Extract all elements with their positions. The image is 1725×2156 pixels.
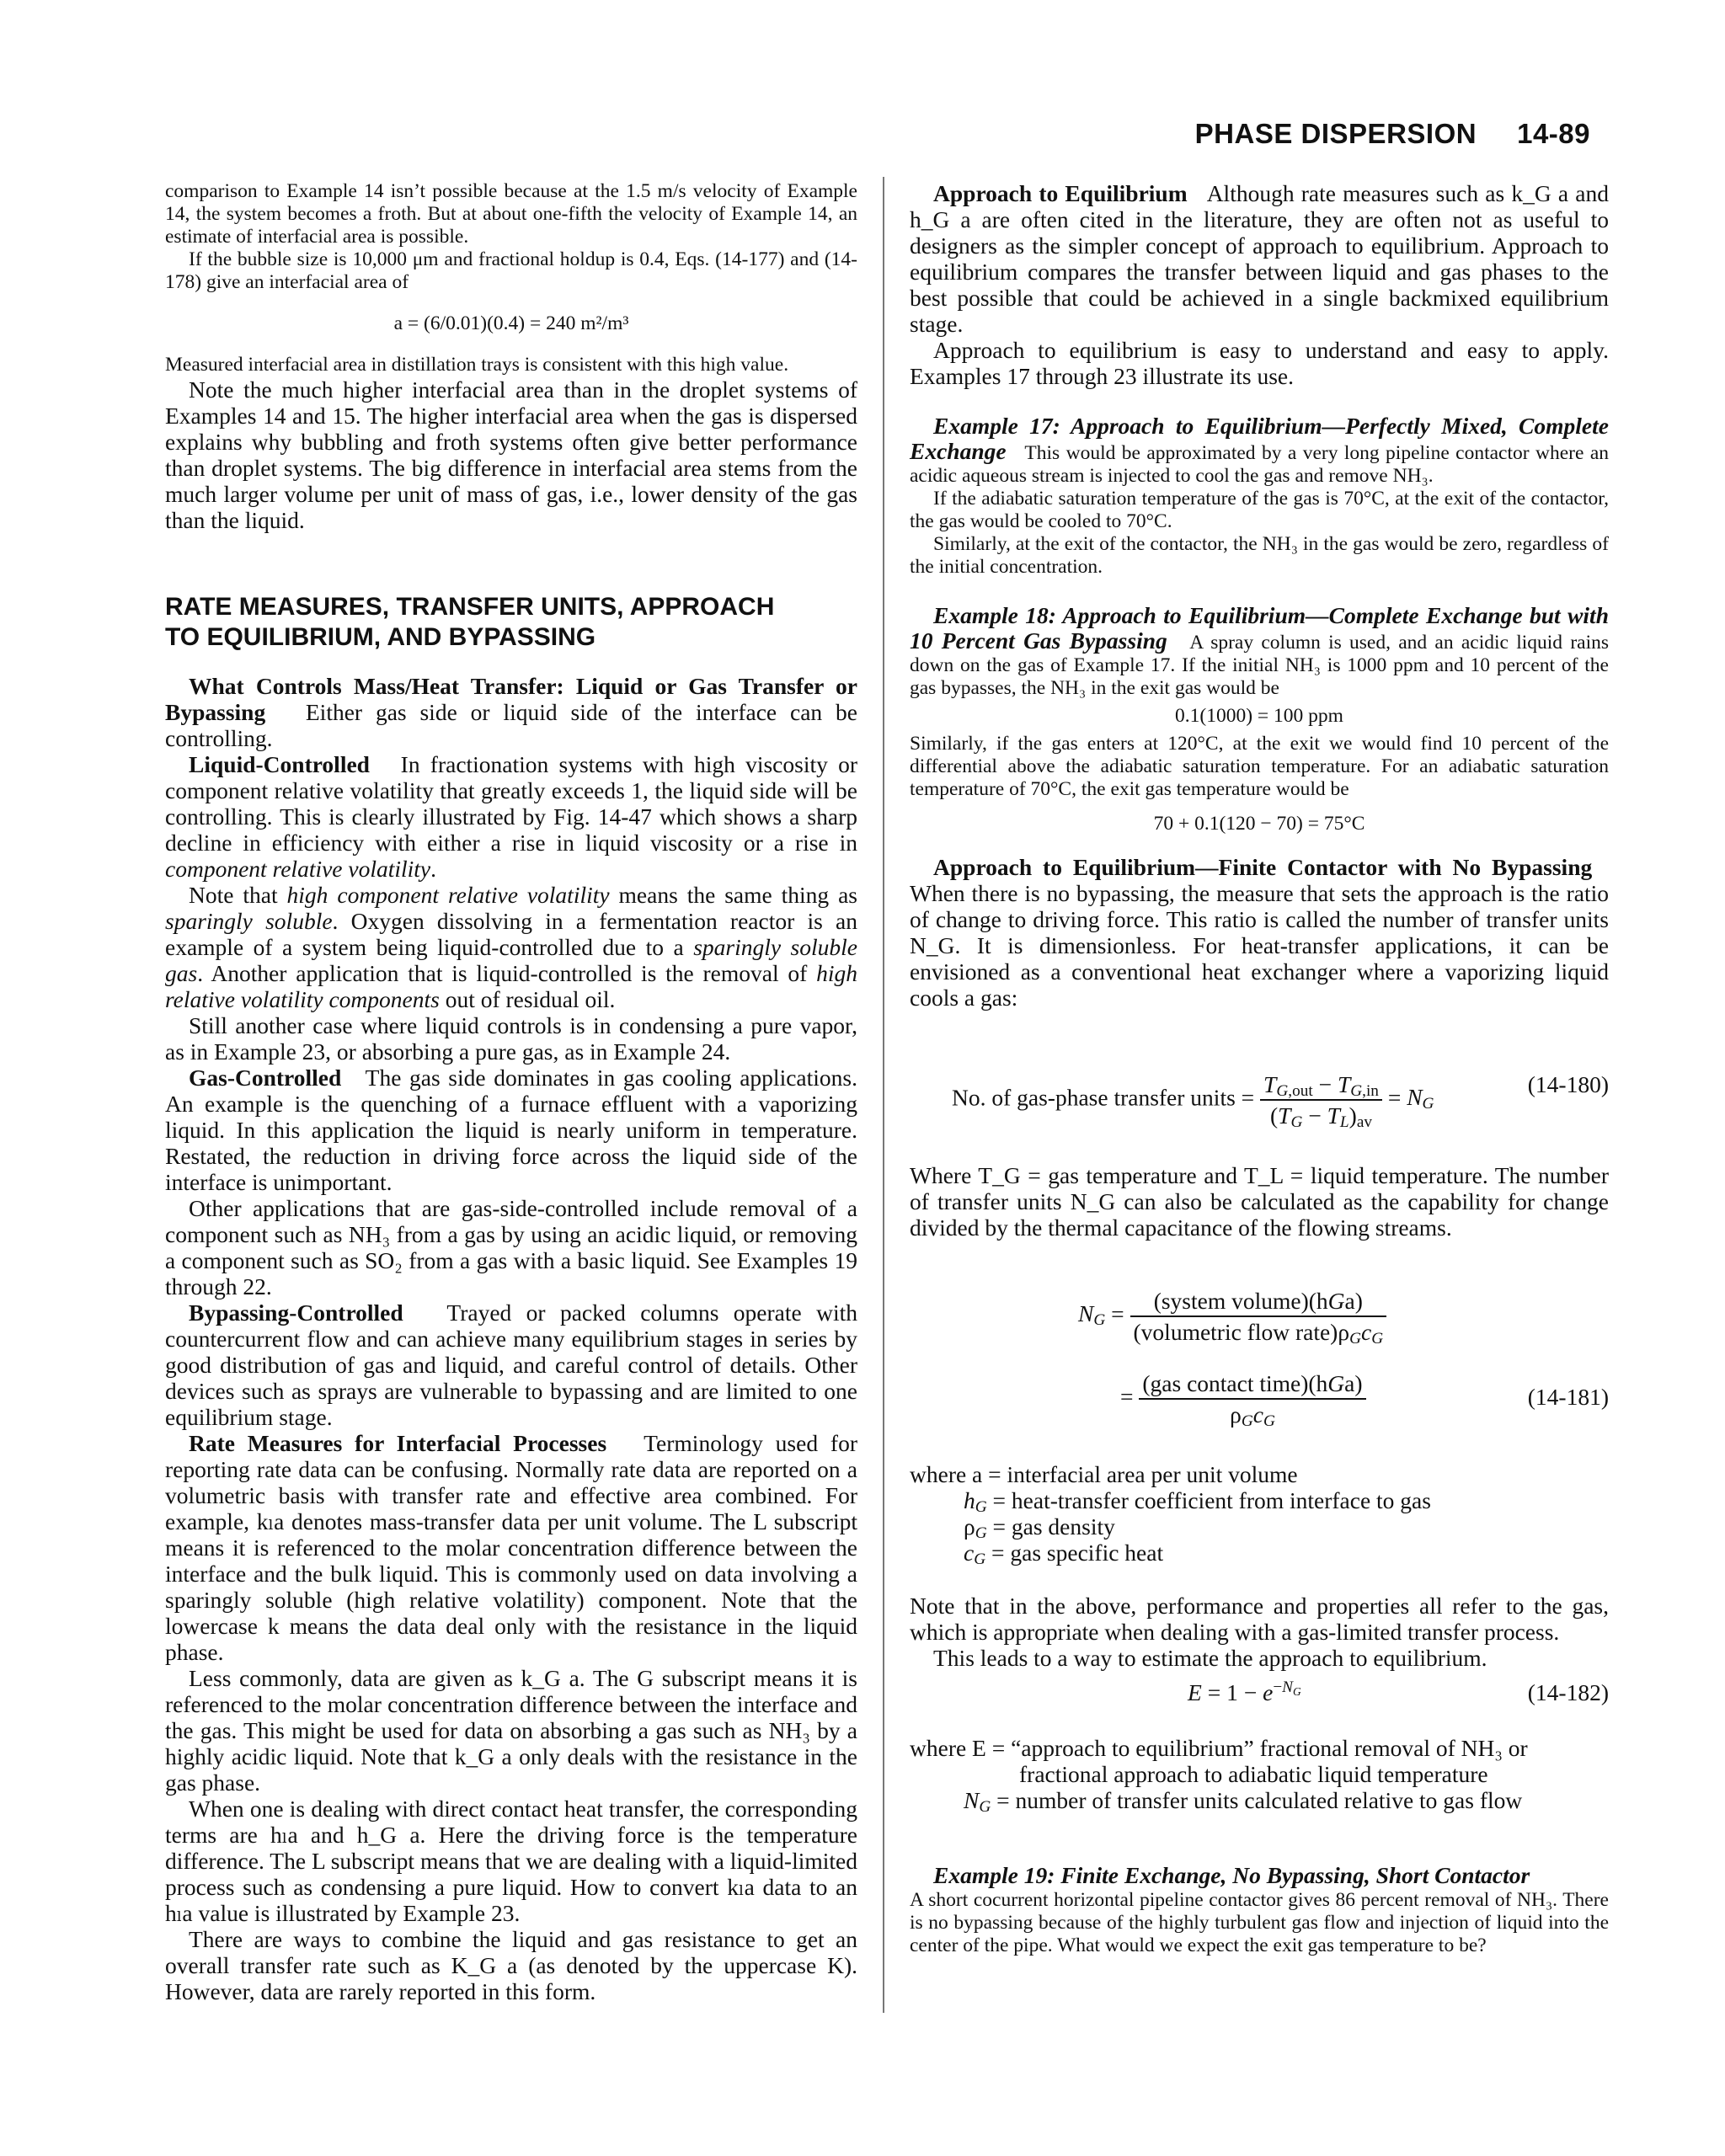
right-column — [910, 180, 1609, 1957]
paragraph: Bypassing-Controlled Trayed or packed columns operate with countercurrent flow and can achieve many equilibrium stages in series by good distribution of gas and liquid, and careful control of details. Other devices such as sprays are vulnerable to bypassing and are limited to one equilibrium stage. — [165, 1299, 857, 1430]
run-in-heading: Liquid-Controlled — [189, 751, 370, 777]
run-in-heading: Approach to Equilibrium — [933, 180, 1188, 206]
paragraph: Note that in the above, performance and properties all refer to the gas, which is appropriate when dealing with a gas-limited transfer process. — [910, 1593, 1609, 1645]
paragraph: Approach to Equilibrium Although rate measures such as k_G a and h_G a are often cited in the literature, they are often not as useful to designers as the simpler concept of approach to equilibrium. Approach to equilibrium compares the transfer between liquid and gas phases to the best possible that could be achieved in a single backmixed equilibrium stage. — [910, 180, 1609, 337]
example-18: Example 18: Approach to Equilibrium—Complete Exchange but with 10 Percent Gas Bypassing A spray column is used, and an acidic liquid rains down on the gas of Example 17. If the initial NH₃ is 1000 ppm and 10 percent of the gas bypasses, the NH₃ in the exit gas would be — [910, 602, 1609, 699]
run-in-heading: Bypassing-Controlled — [189, 1299, 403, 1326]
equation-14-180: No. of gas-phase transfer units = $\frac{T_{G,out} - T_{G,in}}{(T_G - T_L)_{av}}$ = $N_G$ (14-180) — [952, 1071, 1609, 1131]
paragraph: This leads to a way to estimate the approach to equilibrium. — [933, 1645, 1487, 1671]
run-in-heading: Rate Measures for Interfacial Processes — [189, 1430, 607, 1456]
section-title: PHASE DISPERSION — [1194, 118, 1477, 149]
paragraph: When one is dealing with direct contact heat transfer, the corresponding terms are hₗa and h_G a. Here the driving force is the temperature difference. The L subscript means that we are dealing with a liquid-limited process such as condensing a pure liquid. How to convert kₗa data to an hₗa value is illustrated by Example 23. — [165, 1796, 857, 1926]
paragraph: If the bubble size is 10,000 μm and fractional holdup is 0.4, Eqs. (14-177) and (14-178) give an interfacial area of — [165, 248, 857, 293]
run-in-heading: Approach to Equilibrium—Finite Contactor with No Bypassing — [933, 854, 1593, 880]
equation-14-181: $N_G$ = $\frac{\text{(system volume)(hGa)}}{(volumetric flow rate)\rho_Gc_G}$ = $\frac{\text{(gas contact time)(hGa)}}{\rho_Gc_G}$ (14-181) — [1078, 1288, 1609, 1430]
paragraph: What Controls Mass/Heat Transfer: Liquid or Gas Transfer or Bypassing Either gas side or liquid side of the interface can be controlling. — [165, 673, 857, 751]
paragraph: Note that high component relative volatility means the same thing as sparingly soluble. Oxygen dissolving in a fermentation reactor is an example of a system being liquid-controlled due to a sparingly soluble gas. Another application that is liquid-controlled is the removal of high relative volatility components out of residual oil. — [165, 882, 857, 1012]
paragraph: comparison to Example 14 isn’t possible because at the 1.5 m/s velocity of Example 14, the system becomes a froth. But at about one-fifth the velocity of Example 14, an estimate of interfacial area is possible. — [165, 180, 857, 248]
equation-14-182: $E = 1 - e^{-N_G}$ (14-182) — [1188, 1678, 1609, 1705]
equation-interfacial-area: a = (6/0.01)(0.4) = 240 m²/m³ — [393, 312, 629, 334]
paragraph: Similarly, if the gas enters at 120°C, at the exit we would find 10 percent of the differential above the adiabatic saturation temperature. For an adiabatic saturation temperature of 70°C, the exit gas temperature would be — [910, 733, 1609, 800]
section-heading-line: RATE MEASURES, TRANSFER UNITS, APPROACH — [165, 593, 775, 621]
paragraph: There are ways to combine the liquid and gas resistance to get an overall transfer rate such as K_G a (as denoted by the uppercase K). However, data are rarely reported in this form. — [165, 1926, 857, 2004]
example-heading: Example 17: Approach to Equilibrium—Perfectly Mixed, Complete Exchange — [910, 413, 1609, 464]
paragraph: If the adiabatic saturation temperature of the gas is 70°C, at the exit of the contactor, the gas would be cooled to 70°C. — [910, 488, 1609, 532]
page-number: 14-89 — [1517, 118, 1590, 149]
running-header — [1195, 118, 1590, 150]
paragraph: Rate Measures for Interfacial Processes Terminology used for reporting rate data can be confusing. Normally rate data are reported on a volumetric basis with transfer rate and effective area combined. For example, kₗa denotes mass-transfer data per unit volume. The L subscript means it is referenced to the molar concentration difference between the interface and the bulk liquid. This is commonly used on data involving a sparingly soluble (high relative volatility) component. Note that the lowercase k means the data deal only with the resistance in the liquid phase. — [165, 1430, 857, 1665]
equation-bypass-ppm: 0.1(1000) = 100 ppm — [1175, 705, 1343, 727]
section-heading — [165, 592, 857, 653]
paragraph: Other applications that are gas-side-controlled include removal of a component such as NH₃ from a gas by using an acidic liquid, or removing a component such as SO₂ from a gas with a basic liquid. See Examples 19 through 22. — [165, 1195, 857, 1299]
example-heading: Example 19: Finite Exchange, No Bypassing, Short Contactor — [933, 1862, 1530, 1888]
paragraph: Less commonly, data are given as k_G a. The G subscript means it is referenced to the molar concentration difference between the interface and the gas. This might be used for data on absorbing a gas such as NH₃ by a highly acidic liquid. Note that k_G a only deals with the resistance in the gas phase. — [165, 1665, 857, 1796]
equation-number: (14-180) — [1527, 1071, 1609, 1097]
section-heading-line: TO EQUILIBRIUM, AND BYPASSING — [165, 623, 596, 651]
paragraph: Still another case where liquid controls is in condensing a pure vapor, as in Example 23, or absorbing a pure gas, as in Example 24. — [165, 1012, 857, 1065]
example-19 — [910, 1864, 1609, 1889]
paragraph: Measured interfacial area in distillation trays is consistent with this high value. — [165, 354, 789, 376]
paragraph: A short cocurrent horizontal pipeline contactor gives 86 percent removal of NH₃. There is no bypassing because of the highly turbulent gas flow and injection of liquid into the center of the pipe. What would we expect the exit gas temperature to be? — [910, 1889, 1609, 1956]
paragraph: Approach to equilibrium is easy to understand and easy to apply. Examples 17 through 23 illustrate its use. — [910, 337, 1609, 389]
equation-number: (14-181) — [1527, 1384, 1609, 1410]
paragraph: Where T_G = gas temperature and T_L = liquid temperature. The number of transfer units N_G can also be calculated as the capability for change divided by the thermal capacitance of the flowing streams. — [910, 1162, 1609, 1241]
paragraph: Gas-Controlled The gas side dominates in gas cooling applications. An example is the quenching of a furnace effluent with a vaporizing liquid. In this application the liquid is nearly uniform in temperature. Restated, the reduction in driving force across the liquid side of the interface is unimportant. — [165, 1065, 857, 1195]
example-17: Example 17: Approach to Equilibrium—Perfectly Mixed, Complete Exchange This would be approximated by a very long pipeline contactor where an acidic aqueous stream is injected to cool the gas and remove NH₃. — [910, 413, 1610, 487]
where-list: where E = “approach to equilibrium” fractional removal of NH₃ or fractional approach to adiabatic liquid temperature $N_G$ = number of transfer units calculated relative to gas flow — [910, 1735, 1528, 1816]
equation-number: (14-182) — [1527, 1679, 1609, 1705]
paragraph: Note the much higher interfacial area than in the droplet systems of Examples 14 and 15. The higher interfacial area when the gas is dispersed explains why bubbling and froth systems often give better performance than droplet systems. The big difference in interfacial area stems from the much larger volume per unit of mass of gas, i.e., lower density of the gas than the liquid. — [165, 376, 857, 533]
paragraph: Liquid-Controlled In fractionation systems with high viscosity or component relative volatility that greatly exceeds 1, the liquid side will be controlling. This is clearly illustrated by Fig. 14-47 which shows a sharp decline in efficiency with either a rise in liquid viscosity or a rise in component relative volatility. — [165, 751, 857, 882]
column-divider — [883, 177, 884, 2013]
run-in-heading: Gas-Controlled — [189, 1065, 342, 1091]
equation-exit-temperature: 70 + 0.1(120 − 70) = 75°C — [1153, 813, 1365, 835]
paragraph: Approach to Equilibrium—Finite Contactor with No Bypassing When there is no bypassing, the measure that sets the approach is the ratio of change to driving force. This ratio is called the number of transfer units N_G. It is dimensionless. For heat-transfer applications, it can be envisioned as a conventional heat exchanger where a vaporizing liquid cools a gas: — [910, 854, 1609, 1011]
left-column — [165, 180, 857, 2004]
run-in-heading: What Controls Mass/Heat Transfer: Liquid or Gas Transfer or Bypassing — [165, 673, 857, 725]
where-list: where a = interfacial area per unit volume $h_G$ = heat-transfer coefficient from interface to gas $\rho_G$ = gas density $c_G$ = gas specific heat — [910, 1461, 1431, 1568]
example-heading: Example 18: Approach to Equilibrium—Complete Exchange but with 10 Percent Gas Bypassing — [910, 602, 1609, 654]
paragraph: Similarly, at the exit of the contactor, the NH₃ in the gas would be zero, regardless of the initial concentration. — [910, 533, 1609, 578]
